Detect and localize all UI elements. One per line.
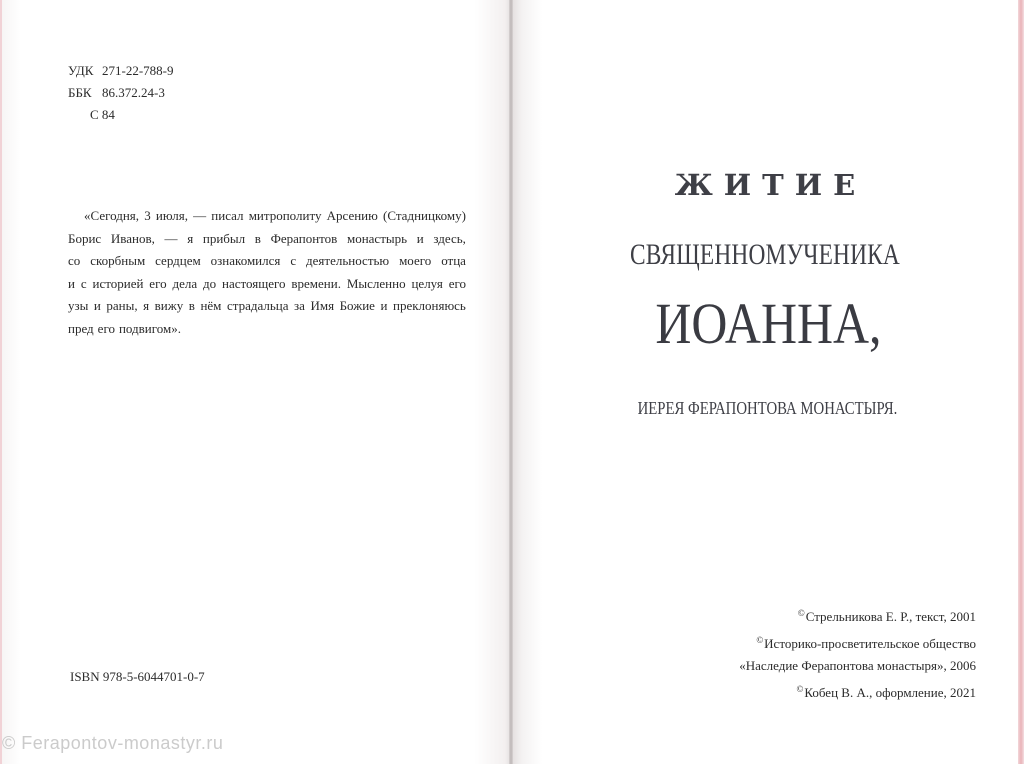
quote-word: писал [211, 208, 244, 223]
quote-word: в [254, 230, 261, 246]
quote-word: — [164, 230, 178, 246]
quote-word: Имя [310, 298, 335, 314]
quote-word: с [80, 275, 87, 291]
quote-word: здесь, [433, 230, 466, 246]
title-zhitie: ЖИТИЕ [674, 168, 867, 202]
title-svyashchennomuchenika: СВЯЩЕННОМУЧЕНИКА [630, 238, 900, 271]
quote-word: подвигом». [118, 320, 181, 336]
quote-line [68, 228, 466, 251]
quote-word: ознакомился [210, 253, 281, 269]
quote-word: монастырь [346, 230, 408, 246]
quote-word: и [380, 298, 388, 314]
quote-word: — [193, 208, 207, 223]
quote-word: его [448, 275, 466, 291]
copyright-text: Стрельникова Е. Р., текст, 2001 [805, 609, 976, 624]
quote-line [68, 295, 466, 318]
right-page-edge [1018, 0, 1024, 764]
epigraph-quote [68, 205, 466, 341]
quote-line [68, 250, 466, 273]
title-subtitle: ИЕРЕЯ ФЕРАПОНТОВА МОНАСТЫРЯ. [637, 398, 898, 418]
quote-word: со [68, 253, 81, 269]
quote-line [68, 318, 466, 341]
copyright-text: «Наследие Ферапонтова монастыря», 2006 [739, 658, 976, 673]
quote-word: его [97, 320, 115, 336]
quote-word: времени. [291, 275, 341, 291]
author-sign: С 84 [90, 107, 115, 122]
quote-word: преклоняюсь [392, 298, 466, 314]
quote-word: Арсению [326, 208, 378, 223]
quote-word: митрополиту [248, 208, 322, 223]
bbk-row [68, 82, 174, 104]
quote-word: Ферапонтов [270, 230, 338, 246]
catalog-codes [68, 60, 174, 126]
bbk-label: ББК [68, 85, 92, 100]
quote-word: сердцем [155, 253, 201, 269]
bbk-value: 86.372.24-3 [102, 85, 165, 100]
quote-word: отца [441, 253, 466, 269]
quote-word: узы [68, 298, 89, 314]
quote-word: раны, [106, 298, 138, 314]
title-page [512, 0, 1018, 764]
quote-word: и [68, 275, 75, 291]
quote-word: (Стадницкому) [383, 208, 466, 223]
quote-line [68, 205, 466, 228]
isbn: ISBN 978-5-6044701-0-7 [70, 669, 205, 684]
quote-word: Божие [339, 298, 375, 314]
udk-label: УДК [68, 63, 94, 78]
copyright-symbol: © [797, 608, 805, 618]
quote-word: и [93, 298, 101, 314]
quote-word: Иванов, [110, 230, 155, 246]
quote-word: «Сегодня, [84, 208, 140, 223]
quote-word: деятельностью [306, 253, 390, 269]
quote-word: июля, [155, 208, 188, 223]
quote-word: и [416, 230, 424, 246]
title-ioanna: ИОАННА, [655, 291, 882, 356]
site-watermark: © Ferapontov-monastyr.ru [2, 733, 224, 753]
quote-word: Борис [68, 230, 102, 246]
quote-word: до [202, 275, 217, 291]
quote-word: страдальца [226, 298, 289, 314]
quote-word: с [290, 253, 297, 269]
quote-word: его [149, 275, 167, 291]
quote-word: я [143, 298, 150, 314]
quote-word: в [188, 298, 195, 314]
quote-line [68, 273, 466, 296]
quote-word: я [187, 230, 194, 246]
author-sign-row [68, 104, 174, 126]
quote-word: за [294, 298, 305, 314]
copyright-text: Кобец В. А., оформление, 2021 [804, 684, 976, 700]
quote-word: моего [399, 253, 432, 269]
quote-word: историей [92, 275, 144, 291]
quote-word: скорбным [90, 253, 146, 269]
udk-value: 271-22-788-9 [102, 63, 174, 78]
udk-row [68, 60, 174, 82]
quote-word: Мысленно [346, 275, 406, 291]
copyright-text: Историко-просветительское общество [764, 635, 976, 651]
quote-word: пред [68, 320, 94, 336]
quote-word: нём [200, 298, 222, 314]
quote-word: настоящего [221, 275, 286, 291]
quote-word: 3 [144, 208, 151, 223]
left-page-edge [0, 0, 2, 764]
quote-word: прибыл [202, 230, 246, 246]
quote-word: дела [172, 275, 198, 291]
copyright-symbol: © [756, 634, 764, 645]
quote-word: целуя [411, 275, 443, 291]
copyright-symbol: © [796, 683, 804, 694]
quote-word: вижу [154, 298, 184, 314]
